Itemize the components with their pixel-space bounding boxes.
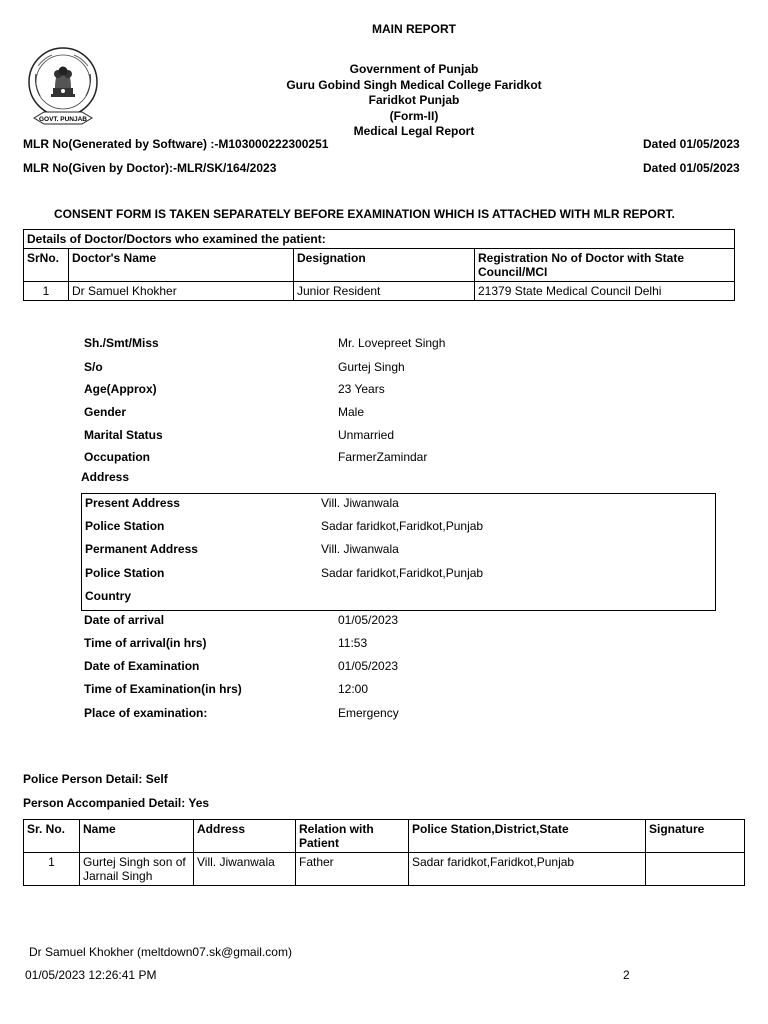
- consent-notice: CONSENT FORM IS TAKEN SEPARATELY BEFORE EXAMINATION WHICH IS ATTACHED WITH MLR REPORT.: [54, 207, 675, 221]
- police-station-label: Police Station: [85, 519, 165, 533]
- accompanied-table-header: Relation with Patient: [296, 820, 409, 853]
- footer-author: Dr Samuel Khokher (meltdown07.sk@gmail.com): [29, 945, 292, 959]
- person-accompanied-detail: Person Accompanied Detail: Yes: [23, 796, 210, 810]
- arrival-time-value: 11:53: [338, 636, 368, 650]
- exam-time-label: Time of Examination(in hrs): [84, 682, 242, 696]
- accompanied-table-header: Address: [194, 820, 296, 853]
- marital-status-value: Unmarried: [338, 428, 395, 442]
- accompanied-srno: 1: [24, 853, 80, 886]
- arrival-date-label: Date of arrival: [84, 613, 165, 627]
- patient-name-label: Sh./Smt/Miss: [84, 336, 159, 350]
- police-station-value: Sadar faridkot,Faridkot,Punjab: [321, 519, 484, 533]
- page-number: 2: [623, 968, 630, 982]
- doctor-table-header: SrNo.: [24, 249, 69, 282]
- age-label: Age(Approx): [84, 382, 157, 396]
- occupation-value: FarmerZamindar: [338, 450, 428, 464]
- accompanied-name: Gurtej Singh son of Jarnail Singh: [80, 853, 194, 886]
- marital-status-label: Marital Status: [84, 428, 163, 442]
- accompanied-table-header: Signature: [646, 820, 745, 853]
- relation-label: S/o: [84, 360, 103, 374]
- age-value: 23 Years: [338, 382, 385, 396]
- present-address-label: Present Address: [85, 496, 180, 510]
- doctor-registration: 21379 State Medical Council Delhi: [475, 282, 735, 301]
- exam-place-label: Place of examination:: [84, 706, 208, 720]
- footer-timestamp: 01/05/2023 12:26:41 PM: [25, 968, 157, 982]
- header-form: (Form-II): [389, 108, 439, 123]
- accompanied-person-table: [23, 819, 745, 886]
- exam-date-label: Date of Examination: [84, 659, 200, 673]
- accompanied-police-station: Sadar faridkot,Faridkot,Punjab: [409, 853, 646, 886]
- doctor-table-header: Doctor's Name: [69, 249, 294, 282]
- header-government: Government of Punjab: [349, 62, 479, 76]
- mlr-software-number: MLR No(Generated by Software) :-M103000222300251: [23, 137, 329, 151]
- exam-time-value: 12:00: [338, 682, 369, 696]
- relation-value: Gurtej Singh: [338, 360, 405, 374]
- occupation-label: Occupation: [84, 450, 151, 464]
- mlr-doctor-dated: Dated 01/05/2023: [643, 161, 740, 175]
- address-heading: Address: [81, 470, 130, 484]
- mlr-doctor-number: MLR No(Given by Doctor):-MLR/SK/164/2023: [23, 161, 277, 175]
- header-report-type: Medical Legal Report: [353, 124, 475, 138]
- arrival-time-label: Time of arrival(in hrs): [84, 636, 207, 650]
- doctor-details-table: [23, 229, 735, 301]
- table-row: [24, 853, 745, 886]
- police-person-detail: Police Person Detail: Self: [23, 772, 168, 786]
- mlr-software-dated: Dated 01/05/2023: [643, 137, 740, 151]
- present-address-value: Vill. Jiwanwala: [321, 496, 399, 510]
- doctor-designation: Junior Resident: [294, 282, 475, 301]
- doctor-table-caption: Details of Doctor/Doctors who examined the patient:: [24, 230, 735, 249]
- accompanied-table-header: Police Station,District,State: [409, 820, 646, 853]
- doctor-name: Dr Samuel Khokher: [69, 282, 294, 301]
- exam-date-value: 01/05/2023: [338, 659, 399, 673]
- doctor-table-header: Registration No of Doctor with State Council/MCI: [475, 249, 735, 282]
- arrival-date-value: 01/05/2023: [338, 613, 399, 627]
- address-box: [81, 493, 716, 611]
- gender-value: Male: [338, 405, 365, 419]
- emblem-ribbon-text: GOVT. PUNJAB: [38, 116, 88, 123]
- police-station-value: Sadar faridkot,Faridkot,Punjab: [321, 566, 484, 580]
- patient-name: Mr. Lovepreet Singh: [338, 336, 446, 350]
- accompanied-address: Vill. Jiwanwala: [194, 853, 296, 886]
- gender-label: Gender: [84, 405, 127, 419]
- permanent-address-label: Permanent Address: [85, 542, 198, 556]
- report-title: MAIN REPORT: [372, 22, 456, 36]
- header-location: Faridkot Punjab: [368, 93, 460, 107]
- accompanied-relation: Father: [296, 853, 409, 886]
- table-row: [24, 282, 735, 301]
- police-station-label: Police Station: [85, 566, 165, 580]
- permanent-address-value: Vill. Jiwanwala: [321, 542, 399, 556]
- doctor-srno: 1: [24, 282, 69, 301]
- country-label: Country: [85, 589, 131, 603]
- accompanied-signature: [646, 853, 745, 886]
- accompanied-table-header: Sr. No.: [24, 820, 80, 853]
- doctor-table-header: Designation: [294, 249, 475, 282]
- header-college: Guru Gobind Singh Medical College Faridkot: [286, 77, 542, 92]
- accompanied-table-header: Name: [80, 820, 194, 853]
- exam-place-value: Emergency: [338, 706, 399, 720]
- report-header: [0, 62, 768, 140]
